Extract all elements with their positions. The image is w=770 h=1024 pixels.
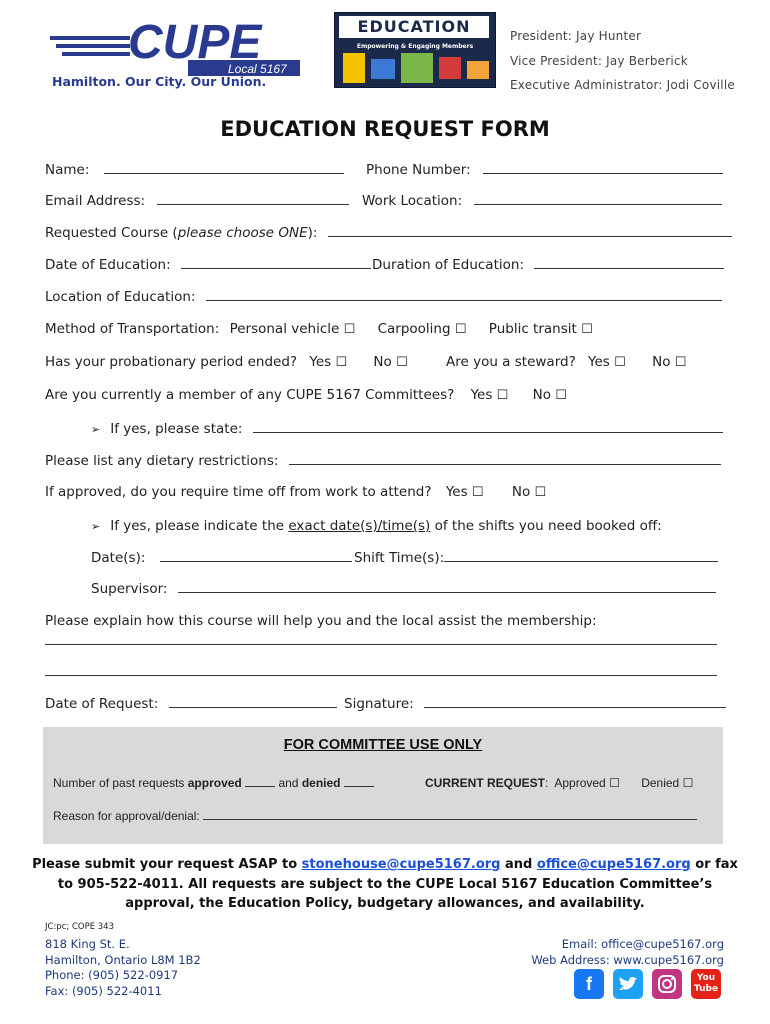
transport-public-checkbox[interactable]: ☐ [581, 322, 593, 337]
work-location-field[interactable] [474, 193, 722, 205]
dates-row [91, 550, 352, 566]
shift-instruction-row [91, 518, 662, 534]
dietary-label: Please list any dietary restrictions: [45, 453, 279, 469]
work-location-label: Work Location: [362, 193, 463, 209]
denied-option-checkbox[interactable]: ☐ [682, 776, 694, 790]
footer-web: Web Address: www.cupe5167.org [531, 952, 724, 967]
duration-field[interactable] [534, 257, 724, 269]
time-off-yes-checkbox[interactable]: ☐ [471, 485, 484, 500]
course-label-end: ): [307, 225, 318, 241]
denied-count-field[interactable] [344, 776, 374, 787]
and-word: and [278, 776, 299, 790]
supervisor-row [91, 581, 716, 597]
shift-instruction-end: of the shifts you need booked off: [434, 518, 662, 534]
shift-time-row [354, 550, 718, 566]
instagram-icon[interactable] [652, 969, 682, 999]
house-icon [467, 61, 489, 79]
education-logo-subtitle: Empowering & Engaging Members [356, 43, 474, 50]
location-row [45, 289, 722, 305]
transport-label: Method of Transportation: [45, 321, 220, 337]
steward-yes-checkbox[interactable]: ☐ [614, 355, 626, 370]
submit-instructions [30, 855, 740, 914]
current-request-row: CURRENT REQUEST: Approved ☐ Denied ☐ [425, 776, 694, 790]
signature-row [344, 696, 726, 712]
explain-field-line-2[interactable] [45, 664, 717, 676]
committee-use-box [43, 727, 723, 844]
shift-instruction-text: If yes, please indicate the [110, 518, 285, 534]
committee-title: FOR COMMITTEE USE ONLY [283, 737, 483, 753]
current-request-label: CURRENT REQUEST [425, 776, 546, 790]
reason-field[interactable] [203, 809, 697, 820]
email-label: Email Address: [45, 193, 146, 209]
officer-president: President: Jay Hunter [510, 29, 642, 43]
approved-option-checkbox[interactable]: ☐ [609, 776, 620, 790]
location-field[interactable] [206, 289, 722, 301]
date-of-education-field[interactable] [181, 257, 371, 269]
officers-list [510, 24, 735, 98]
transport-personal-label: Personal vehicle [229, 321, 340, 337]
shift-time-field[interactable] [444, 550, 718, 562]
name-row [45, 162, 344, 178]
submit-text-1: Please submit your request ASAP to [32, 857, 298, 872]
dates-field[interactable] [160, 550, 352, 562]
education-logo-title: EDUCATION [339, 16, 489, 38]
cupe-logo [48, 12, 316, 90]
officer-vice-president: Vice President: Jay Berberick [510, 53, 688, 68]
approved-count-field[interactable] [245, 776, 275, 787]
date-of-request-row [45, 696, 337, 712]
book-icon [371, 59, 395, 79]
approved-word: approved [187, 776, 242, 790]
committee-state-row [91, 421, 723, 437]
committee-state-label: If yes, please state: [110, 421, 243, 437]
youtube-icon[interactable]: You Tube [691, 969, 721, 999]
footer-phone: Phone: (905) 522-0917 [45, 968, 179, 982]
committee-state-field[interactable] [253, 421, 723, 433]
course-hint: please choose ONE [177, 225, 308, 241]
cupe-logo-tagline: Hamilton. Our City. Our Union. [52, 74, 267, 89]
footer-street: 818 King St. E. [45, 937, 130, 951]
course-field[interactable] [328, 225, 732, 237]
steward-no-label: No [652, 354, 671, 370]
committee-member-no-checkbox[interactable]: ☐ [555, 388, 567, 403]
transport-row [45, 321, 593, 337]
submit-line-3: approval, the Education Policy, budgetary allowances, and availability. [125, 896, 645, 911]
probation-no-label: No [373, 354, 392, 370]
dietary-row [45, 453, 721, 469]
course-label: Requested Course ( [45, 225, 178, 241]
date-of-education-label: Date of Education: [45, 257, 171, 273]
signature-field[interactable] [424, 696, 726, 708]
name-field[interactable] [104, 162, 344, 174]
dates-label: Date(s): [91, 550, 146, 566]
explain-field-line-1[interactable] [45, 633, 717, 645]
probation-row [45, 354, 408, 370]
cupe-logo-text: CUPE [128, 16, 262, 69]
name-label: Name: [45, 162, 90, 178]
stonehouse-email-link[interactable]: stonehouse@cupe5167.org [301, 857, 501, 872]
education-logo [334, 12, 496, 88]
probation-yes-label: Yes [309, 354, 332, 370]
supervisor-label: Supervisor: [91, 581, 168, 597]
footer-address [45, 937, 201, 999]
submit-line-2: to 905-522-4011. All requests are subject to the CUPE Local 5167 Education Committee’s [57, 876, 713, 892]
map-icon [401, 53, 433, 83]
committee-member-yes-checkbox[interactable]: ☐ [496, 388, 509, 403]
reason-label: Reason for approval/denial: [53, 809, 200, 823]
probation-yes-checkbox[interactable]: ☐ [335, 355, 348, 370]
probation-label: Has your probationary period ended? [45, 354, 298, 370]
work-location-row [362, 193, 722, 209]
footer-code: JC:pc; COPE 343 [45, 922, 114, 932]
sun-icon [343, 53, 365, 83]
supervisor-field[interactable] [178, 581, 716, 593]
arrow-bullet-icon: ➢ [91, 520, 101, 533]
steward-no-checkbox[interactable]: ☐ [674, 355, 687, 370]
location-label: Location of Education: [45, 289, 196, 305]
course-row [45, 225, 732, 241]
date-of-education-row [45, 257, 371, 273]
duration-row [372, 257, 724, 273]
committee-member-label: Are you currently a member of any CUPE 5167 Committees? [45, 387, 455, 403]
explain-label: Please explain how this course will help you and the local assist the membership: [45, 613, 597, 629]
transport-public-label: Public transit [488, 321, 577, 337]
duration-label: Duration of Education: [372, 257, 524, 273]
time-off-no-label: No [511, 484, 531, 500]
steward-row [446, 354, 686, 370]
steward-label: Are you a steward? [446, 354, 576, 370]
officer-executive-administrator: Executive Administrator: Jodi Coville [510, 78, 735, 92]
transport-carpool-checkbox[interactable]: ☐ [454, 322, 467, 337]
dietary-field[interactable] [289, 453, 721, 465]
shift-instruction-emphasis: exact date(s)/time(s) [288, 518, 431, 534]
footer-contact [531, 937, 724, 968]
submit-text-2: or fax [695, 857, 738, 872]
cupe-logo-local: Local 5167 [228, 62, 287, 76]
footer-fax: Fax: (905) 522-4011 [45, 983, 162, 998]
time-off-no-checkbox[interactable]: ☐ [534, 485, 547, 500]
signature-label: Signature: [344, 696, 414, 712]
facebook-icon[interactable]: f [574, 969, 604, 999]
denied-option-label: Denied [641, 776, 680, 790]
email-row [45, 193, 349, 209]
office-email-link[interactable]: office@cupe5167.org [536, 857, 691, 872]
time-off-row [45, 484, 546, 500]
footer-city: Hamilton, Ontario L8M 1B2 [45, 952, 201, 967]
arrow-bullet-icon: ➢ [91, 423, 101, 436]
past-requests-label: Number of past requests [53, 776, 185, 790]
committee-member-no-label: No [532, 387, 551, 403]
email-field[interactable] [157, 193, 349, 205]
book-red-icon [439, 57, 461, 79]
twitter-icon[interactable] [613, 969, 643, 999]
probation-no-checkbox[interactable]: ☐ [396, 355, 408, 370]
approved-option-label: Approved [554, 776, 606, 790]
date-of-request-label: Date of Request: [45, 696, 159, 712]
transport-carpool-label: Carpooling [377, 321, 451, 337]
time-off-yes-label: Yes [445, 484, 468, 500]
past-requests-row [53, 776, 374, 790]
transport-personal-checkbox[interactable]: ☐ [343, 322, 356, 337]
date-of-request-field[interactable] [169, 696, 337, 708]
shift-time-label: Shift Time(s): [354, 550, 445, 566]
phone-label: Phone Number: [366, 162, 471, 178]
submit-and: and [505, 857, 533, 872]
committee-member-row [45, 387, 567, 403]
steward-yes-label: Yes [588, 354, 610, 370]
footer-email: Email: office@cupe5167.org [561, 937, 724, 951]
phone-row [366, 162, 723, 178]
denied-word: denied [301, 776, 341, 790]
time-off-label: If approved, do you require time off from work to attend? [45, 484, 432, 500]
reason-row [53, 809, 697, 823]
form-title: EDUCATION REQUEST FORM [220, 117, 550, 141]
committee-member-yes-label: Yes [470, 387, 493, 403]
phone-field[interactable] [483, 162, 723, 174]
